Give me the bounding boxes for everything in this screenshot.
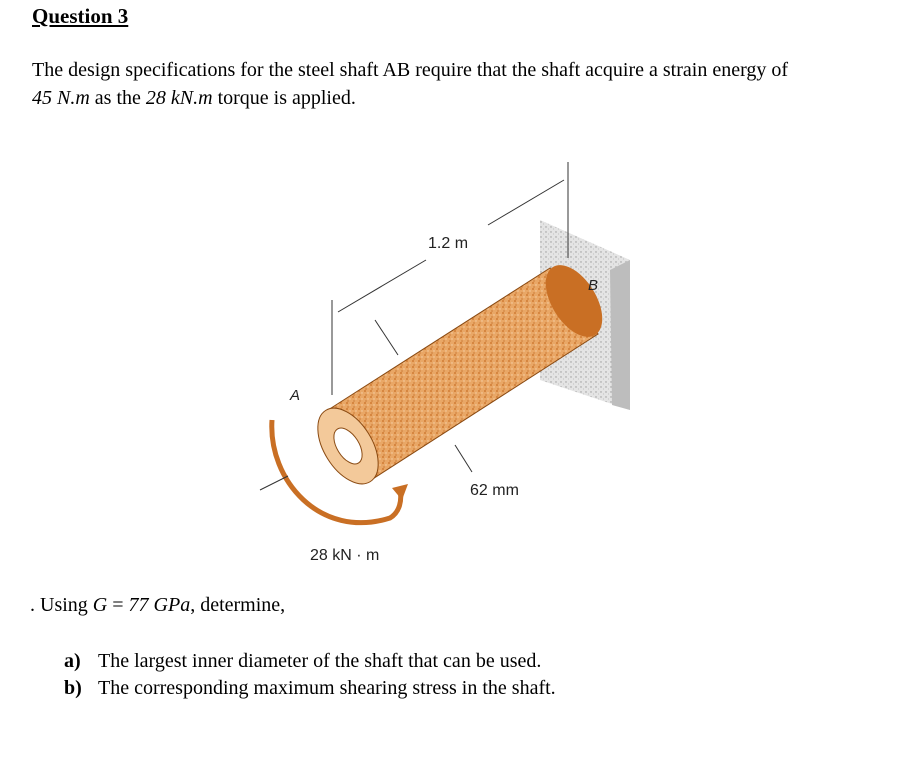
- question-heading: Question 3: [32, 4, 129, 28]
- torque-label: 28 kN · m: [310, 547, 380, 564]
- diameter-label: 62 mm: [470, 482, 519, 499]
- question-b-mark: b): [64, 677, 82, 699]
- question-a-text: The largest inner diameter of the shaft that can be used.: [98, 650, 542, 672]
- given-variable: G: [92, 594, 108, 616]
- question-list: [64, 648, 556, 702]
- end-a-label: A: [290, 387, 301, 404]
- question-a: [64, 648, 556, 675]
- diameter-dimension: [455, 445, 472, 472]
- given-equals: =: [107, 594, 129, 616]
- end-b-label: B: [588, 277, 599, 294]
- problem-statement: [32, 56, 912, 112]
- given-prefix: . Using: [30, 594, 93, 616]
- strain-energy-value: 45 N.m: [32, 87, 90, 109]
- intro-mid: as the: [89, 87, 146, 109]
- given-statement: [30, 594, 285, 617]
- given-suffix: , determine,: [190, 594, 286, 616]
- length-label: 1.2 m: [428, 235, 469, 252]
- given-value: 77 GPa: [128, 594, 191, 616]
- question-b: [64, 675, 556, 702]
- question-b-text: The corresponding maximum shearing stress in the shaft.: [98, 677, 556, 699]
- intro-end: torque is applied.: [212, 87, 356, 109]
- question-a-mark: a): [64, 650, 81, 672]
- torque-value: 28 kN.m: [145, 87, 213, 109]
- intro-line1: The design specifications for the steel shaft AB require that the shaft acquire a strain energy of: [32, 59, 789, 81]
- shaft-figure: [250, 150, 650, 580]
